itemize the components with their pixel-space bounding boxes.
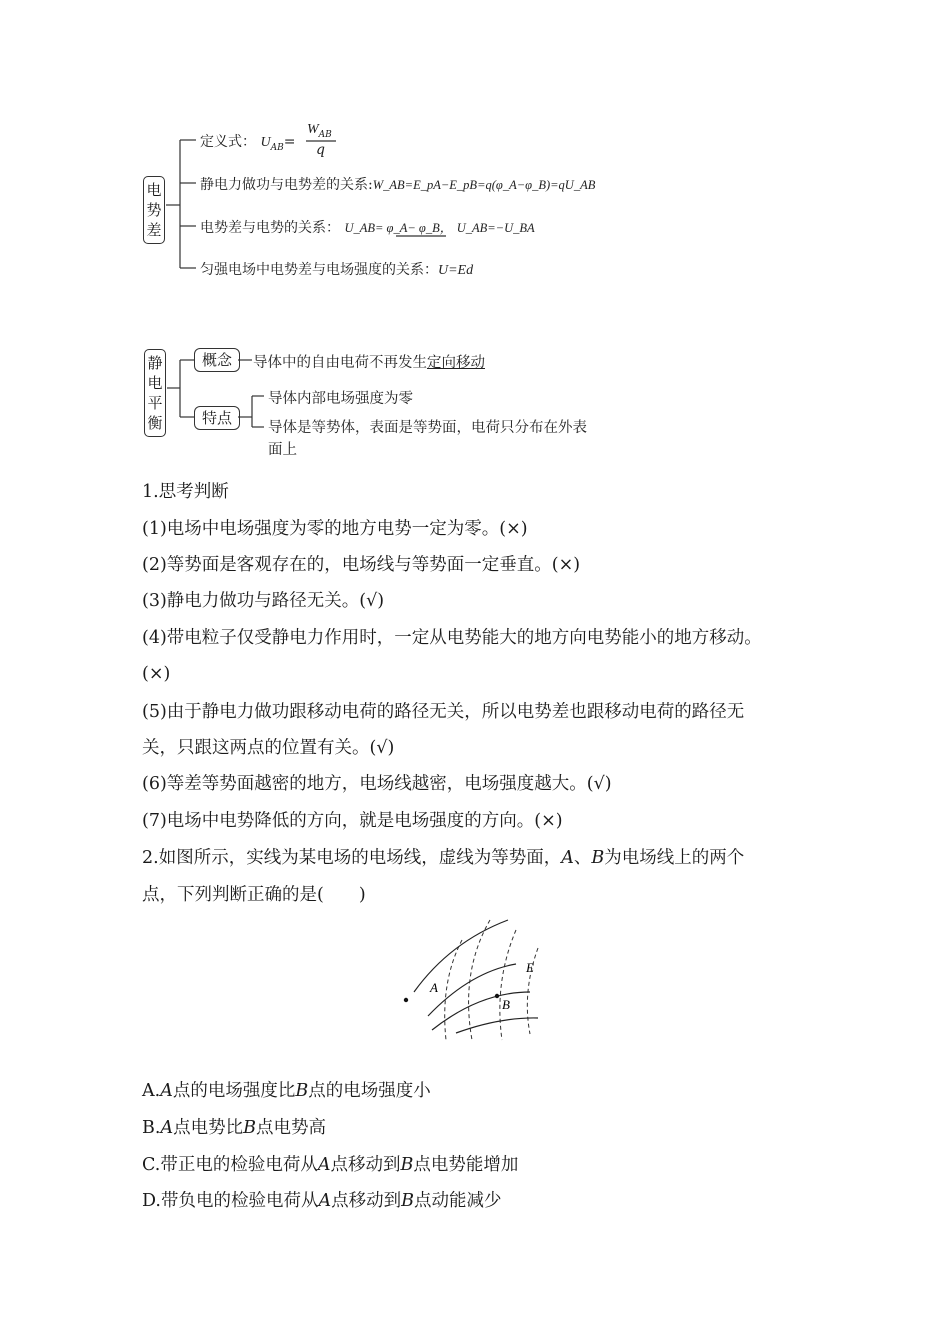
point-b (495, 994, 499, 998)
branch-definition-label: 定义式： (200, 134, 256, 150)
root-label-equilibrium: 静电平衡 (147, 354, 163, 432)
question-line-1 (142, 846, 744, 870)
option-b[interactable] (142, 1116, 326, 1140)
option-b-mid: 点电势比 (173, 1118, 244, 1138)
judgement-item-4-cont: (×) (142, 664, 171, 684)
judgement-item-6: (6)等差等势面越密的地方，电场线越密，电场强度越大。(√) (142, 774, 612, 794)
option-c-prefix: C.带正电的检验电荷从 (142, 1155, 318, 1175)
tree-lines-1 (0, 0, 950, 300)
field-figure (400, 912, 560, 1047)
option-d-suffix: 点动能减少 (414, 1191, 502, 1211)
equipotential-3 (500, 930, 516, 1040)
numerator-w: W (307, 122, 319, 137)
option-d-var2: B (401, 1191, 414, 1211)
option-b-var2: B (243, 1118, 256, 1138)
definition-eq: = (283, 134, 296, 150)
field-line-1 (414, 920, 508, 992)
option-a-prefix: A. (142, 1081, 161, 1101)
label-b: B (502, 997, 510, 1012)
option-c-var1: A (317, 1155, 331, 1175)
option-a-var2: B (295, 1081, 309, 1101)
branch-potential-formula2: U_AB=−U_BA (456, 221, 535, 235)
option-d-var1: A (318, 1191, 332, 1211)
feature-line-1: 导体内部电场强度为零 (268, 391, 413, 407)
option-c-var2: B (400, 1155, 414, 1175)
judgement-item-1: (1)电场中电场强度为零的地方电势一定为零。(×) (142, 519, 528, 539)
feature-box (194, 406, 240, 430)
option-a-mid: 点的电场强度比 (172, 1081, 296, 1101)
question-text-b: 为电场线上的两个 (604, 848, 745, 868)
option-c[interactable] (142, 1153, 518, 1177)
concept-box (194, 348, 240, 372)
option-c-mid: 点移动到 (330, 1155, 401, 1175)
question-sep: 、 (573, 848, 592, 868)
branch-uniform-field (200, 259, 473, 279)
option-b-suffix: 点电势高 (255, 1118, 326, 1138)
judgement-item-7: (7)电场中电势降低的方向，就是电场强度的方向。(×) (142, 811, 563, 831)
judgement-item-2: (2)等势面是客观存在的，电场线与等势面一定垂直。(×) (142, 555, 581, 575)
judgement-item-3: (3)静电力做功与路径无关。(√) (142, 591, 385, 611)
point-a (404, 998, 408, 1002)
label-e: E (526, 960, 534, 975)
judgement-item-4: (4)带电粒子仅受静电力作用时，一定从电势能大的地方向电势能小的地方移动。 (142, 628, 762, 648)
root-box-potential-difference (143, 176, 165, 244)
root-box-equilibrium (144, 349, 166, 437)
branch-potential-formula1: U_AB= φ_A− φ_B， (344, 221, 453, 235)
branch-work-label: 静电力做功与电势差的关系: (200, 177, 373, 193)
option-a-var1: A (160, 1081, 173, 1101)
question-var-b: B (591, 848, 605, 868)
option-d-mid: 点移动到 (331, 1191, 402, 1211)
section1-title: 1.思考判断 (142, 482, 229, 502)
judgement-item-5: (5)由于静电力做功跟移动电荷的路径无关，所以电势差也跟移动电荷的路径无 (142, 702, 745, 722)
definition-numerator (307, 121, 332, 140)
branch-potential-label: 电势差与电势的关系： (200, 220, 340, 236)
concept-text-underlined: 定向移动 (427, 355, 485, 371)
branch-uniform-label: 匀强电场中电势差与电场强度的关系： (200, 262, 438, 278)
root-label: 电势差 (146, 181, 162, 239)
branch-potential-relation (200, 217, 535, 237)
feature-line-3: 面上 (268, 442, 297, 458)
judgement-item-5-cont: 关，只跟这两点的位置有关。(√) (142, 738, 395, 758)
concept-label: 概念 (202, 351, 233, 369)
tree-lines-2 (0, 330, 950, 460)
concept-text-prefix: 导体中的自由电荷不再发生 (253, 355, 427, 371)
option-d[interactable] (142, 1189, 502, 1213)
option-d-prefix: D.带负电的检验电荷从 (142, 1191, 319, 1211)
option-a[interactable] (142, 1079, 431, 1103)
branch-work-relation (200, 174, 595, 194)
definition-denominator: q (316, 142, 325, 158)
concept-text (253, 351, 485, 372)
option-b-prefix: B. (142, 1118, 161, 1138)
numerator-sub: AB (318, 129, 332, 140)
branch-work-formula: W_AB=E_pA−E_pB=q(φ_A−φ_B)=qU_AB (372, 178, 596, 192)
question-var-a: A (561, 848, 574, 868)
definition-lhs-sub: AB (270, 142, 284, 153)
branch-uniform-formula: U=Ed (438, 263, 474, 278)
feature-line-2: 导体是等势体，表面是等势面，电荷只分布在外表 (268, 420, 587, 436)
definition-lhs: U (260, 135, 271, 150)
option-c-suffix: 点电势能增加 (413, 1155, 519, 1175)
option-a-suffix: 点的电场强度小 (308, 1081, 431, 1101)
question-line-2: 点，下列判断正确的是( ) (142, 885, 366, 905)
label-a: A (430, 980, 438, 995)
branch-definition (200, 131, 295, 153)
option-b-var1: A (160, 1118, 174, 1138)
question-text-a: 2.如图所示，实线为某电场的电场线，虚线为等势面， (142, 848, 562, 868)
feature-label: 特点 (202, 409, 233, 427)
field-line-4 (456, 1018, 538, 1033)
